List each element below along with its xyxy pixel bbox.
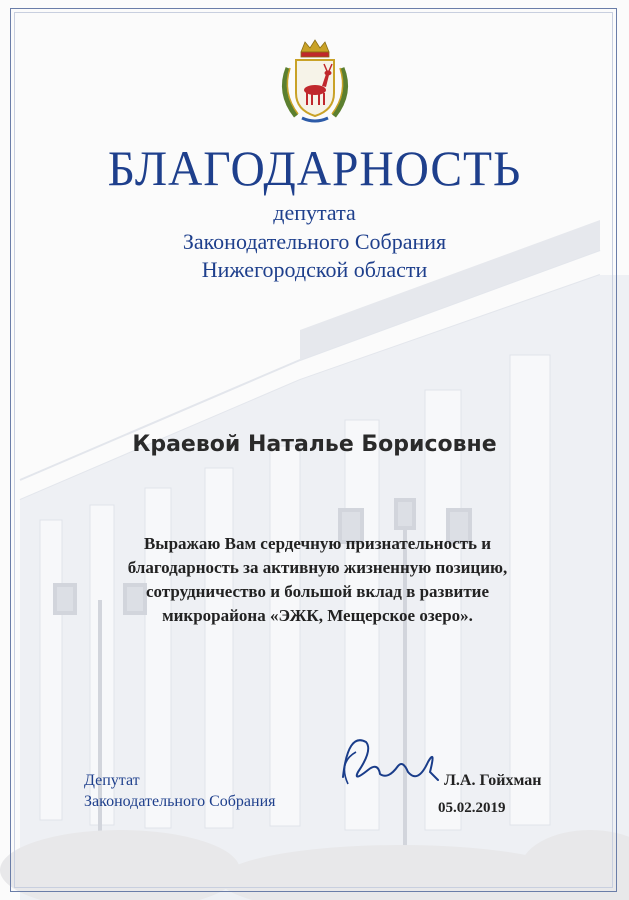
recipient-name: Краевой Наталье Борисовне: [132, 432, 497, 457]
message-line: сотрудничество и большой вклад в развитие: [145, 582, 490, 601]
message-line: микрорайона «ЭЖК, Мещерское озеро».: [162, 606, 473, 625]
gratitude-message: [95, 532, 540, 628]
issuer-line-3: Нижегородской области: [201, 257, 428, 282]
signature-date: 05.02.2019: [438, 800, 506, 816]
signatory-position: [84, 770, 276, 812]
issuer-line-2: Законодательного Собрания: [182, 229, 447, 254]
message-line: благодарность за активную жизненную позицию,: [127, 558, 508, 577]
document-title: БЛАГОДАРНОСТЬ: [107, 140, 522, 196]
position-line-1: Депутат: [84, 772, 140, 789]
signatory-name: Л.А. Гойхман: [444, 772, 542, 789]
handwritten-signature: [318, 722, 458, 802]
position-line-2: Законодательного Собрания: [84, 793, 276, 810]
message-line: Выражаю Вам сердечную признательность и: [143, 534, 492, 553]
issuer-line-1: депутата: [273, 200, 356, 225]
nizhny-novgorod-coat-of-arms-icon: [274, 38, 356, 126]
